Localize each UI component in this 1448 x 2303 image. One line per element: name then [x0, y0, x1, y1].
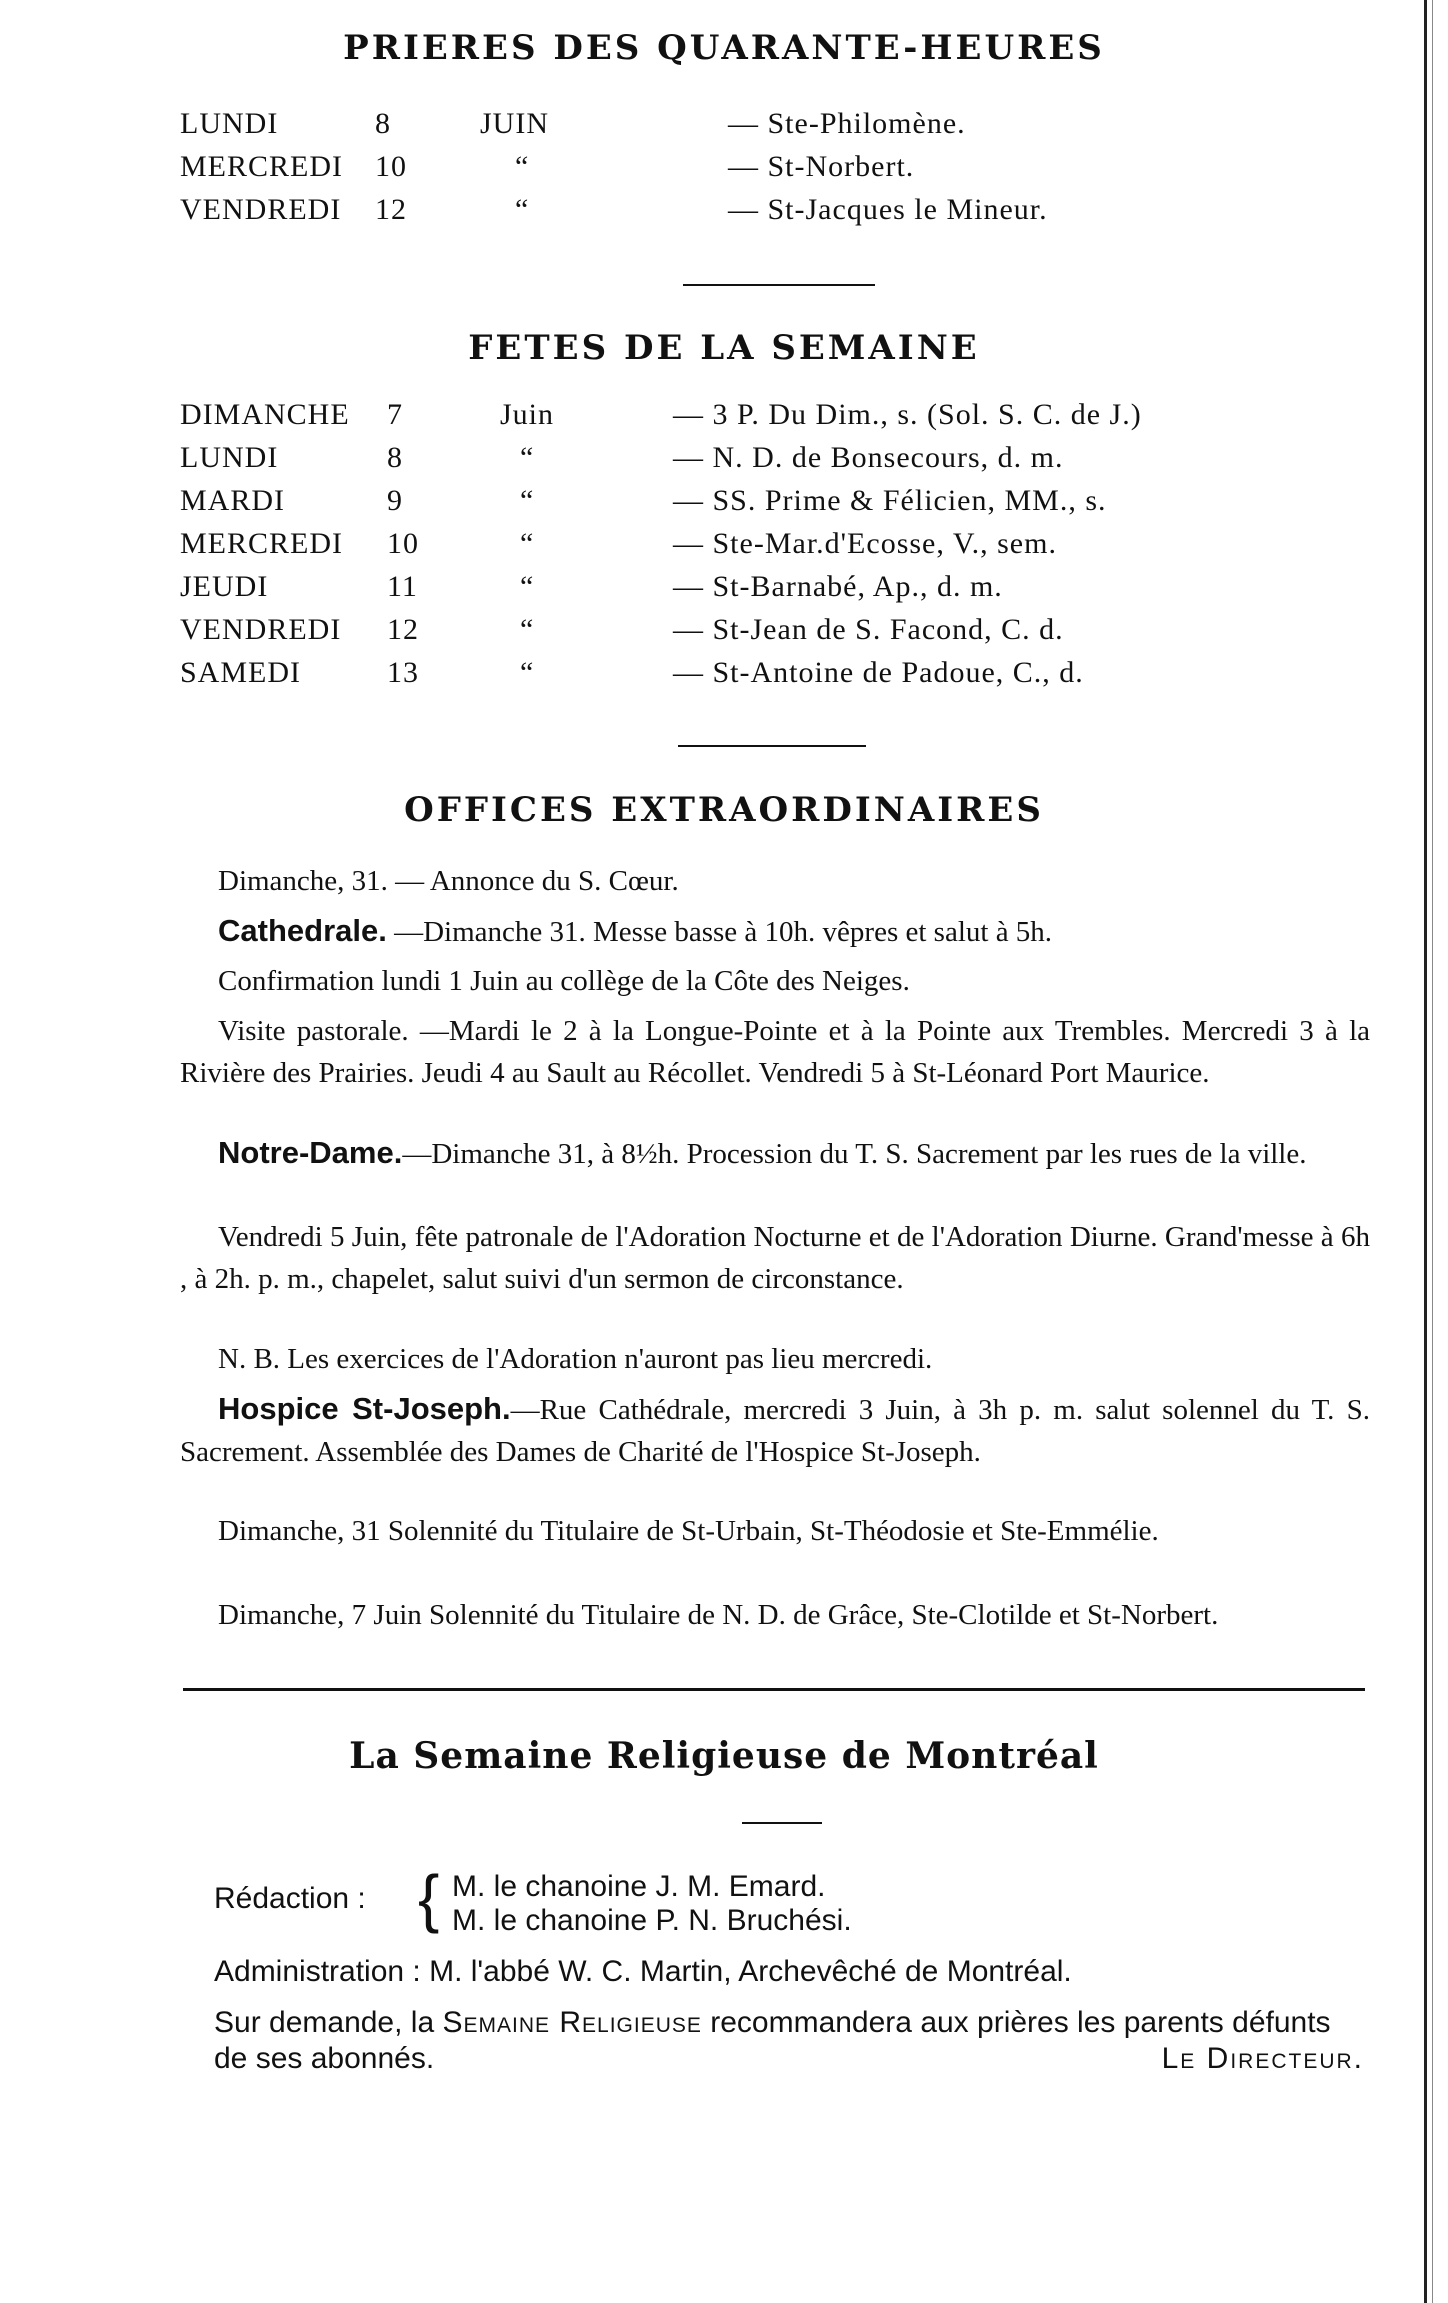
- month: “: [520, 527, 535, 560]
- date-number: 8: [375, 107, 391, 140]
- day: VENDREDI: [180, 193, 342, 226]
- office-text: —Rue Cathédrale, mercredi 3 Juin, à 3h p. m. salut solennel du T. S. Sacrement. Assemblée des Dames de Charité de l'Hospice St-Joseph.: [180, 1394, 1370, 1468]
- date-number: 12: [387, 613, 419, 646]
- redaction-label: Rédaction :: [214, 1882, 366, 1915]
- day: DIMANCHE: [180, 398, 350, 431]
- redaction-name: M. le chanoine P. N. Bruchési.: [452, 1904, 852, 1937]
- office-paragraph: Dimanche, 7 Juin Solennité du Titulaire de N. D. de Grâce, Ste-Clotilde et St-Norbert.: [218, 1599, 1219, 1631]
- saint: — St-Barnabé, Ap., d. m.: [673, 570, 1003, 603]
- notice-text: Sur demande, la: [214, 2006, 443, 2039]
- day: SAMEDI: [180, 656, 302, 689]
- saint: — St-Antoine de Padoue, C., d.: [673, 656, 1084, 689]
- office-paragraph: [180, 1388, 1370, 1473]
- redaction-name: M. le chanoine J. M. Emard.: [452, 1870, 826, 1903]
- publication-title: La Semaine Religieuse de Montréal: [349, 1735, 1099, 1777]
- office-lead: Notre-Dame.: [218, 1135, 403, 1170]
- date-number: 11: [387, 570, 418, 603]
- day: MERCREDI: [180, 527, 344, 560]
- saint: — Ste-Philomène.: [728, 107, 966, 140]
- notice-text: recommandera aux prières les parents défunts de ses abonnés.: [214, 2006, 1331, 2075]
- office-paragraph: [180, 1132, 1370, 1175]
- office-paragraph: Dimanche, 31. — Annonce du S. Cœur.: [218, 865, 679, 897]
- office-lead: Hospice St-Joseph.: [218, 1391, 511, 1426]
- office-text: —Dimanche 31. Messe basse à 10h. vêpres et salut à 5h.: [386, 916, 1053, 948]
- office-lead: Cathedrale.: [218, 913, 387, 948]
- prieres-title: PRIERES DES QUARANTE-HEURES: [343, 28, 1105, 68]
- saint: — 3 P. Du Dim., s. (Sol. S. C. de J.): [673, 398, 1142, 431]
- office-text: —Dimanche 31, à 8½h. Procession du T. S. Sacrement par les rues de la ville.: [402, 1138, 1307, 1170]
- office-paragraph: Vendredi 5 Juin, fête patronale de l'Adoration Nocturne et de l'Adoration Diurne. Grand'messe à 6h , à 2h. p. m., chapelet, salut suivi d'un sermon de circonstance.: [180, 1221, 1370, 1295]
- office-paragraph: Confirmation lundi 1 Juin au collège de la Côte des Neiges.: [218, 965, 910, 997]
- saint: — N. D. de Bonsecours, d. m.: [673, 441, 1064, 474]
- date-number: 10: [375, 150, 407, 183]
- office-paragraph: Visite pastorale. —Mardi le 2 à la Longue-Pointe et à la Pointe aux Trembles. Mercredi 3 à la Rivière des Prairies. Jeudi 4 au Sault au Récollet. Vendredi 5 à St-Léonard Port Maurice.: [180, 1015, 1370, 1089]
- saint: — St-Norbert.: [728, 150, 915, 183]
- saint: — SS. Prime & Félicien, MM., s.: [673, 484, 1107, 517]
- brace-glyph: {: [418, 1862, 440, 1934]
- month: “: [520, 613, 535, 646]
- date-number: 10: [387, 527, 419, 560]
- fetes-title: FETES DE LA SEMAINE: [468, 328, 980, 368]
- divider: [742, 1822, 822, 1824]
- saint: — St-Jacques le Mineur.: [728, 193, 1048, 226]
- date-number: 7: [387, 398, 403, 431]
- month: “: [520, 570, 535, 603]
- office-paragraph: N. B. Les exercices de l'Adoration n'auront pas lieu mercredi.: [218, 1343, 933, 1375]
- administration-line: Administration : M. l'abbé W. C. Martin, Archevêché de Montréal.: [214, 1955, 1072, 1988]
- publication-name: Semaine Religieuse: [442, 2006, 702, 2039]
- section-rule: [183, 1688, 1365, 1691]
- month: “: [515, 150, 530, 183]
- month: “: [520, 484, 535, 517]
- month: “: [515, 193, 530, 226]
- signature: Le Directeur.: [1161, 2042, 1364, 2075]
- divider: [683, 284, 875, 286]
- day: JEUDI: [180, 570, 269, 603]
- office-paragraph: Dimanche, 31 Solennité du Titulaire de St-Urbain, St-Théodosie et Ste-Emmélie.: [218, 1515, 1159, 1547]
- day: VENDREDI: [180, 613, 342, 646]
- offices-title: OFFICES EXTRAORDINAIRES: [404, 790, 1044, 830]
- month: “: [520, 656, 535, 689]
- divider: [678, 745, 866, 747]
- date-number: 12: [375, 193, 407, 226]
- office-paragraph: [180, 910, 1370, 953]
- saint: — St-Jean de S. Facond, C. d.: [673, 613, 1064, 646]
- month: Juin: [500, 398, 555, 431]
- date-number: 8: [387, 441, 403, 474]
- month: JUIN: [480, 107, 549, 140]
- date-number: 13: [387, 656, 419, 689]
- notice-paragraph: [214, 2005, 1364, 2077]
- day: LUNDI: [180, 107, 279, 140]
- month: “: [520, 441, 535, 474]
- day: LUNDI: [180, 441, 279, 474]
- day: MERCREDI: [180, 150, 344, 183]
- date-number: 9: [387, 484, 403, 517]
- saint: — Ste-Mar.d'Ecosse, V., sem.: [673, 527, 1057, 560]
- day: MARDI: [180, 484, 286, 517]
